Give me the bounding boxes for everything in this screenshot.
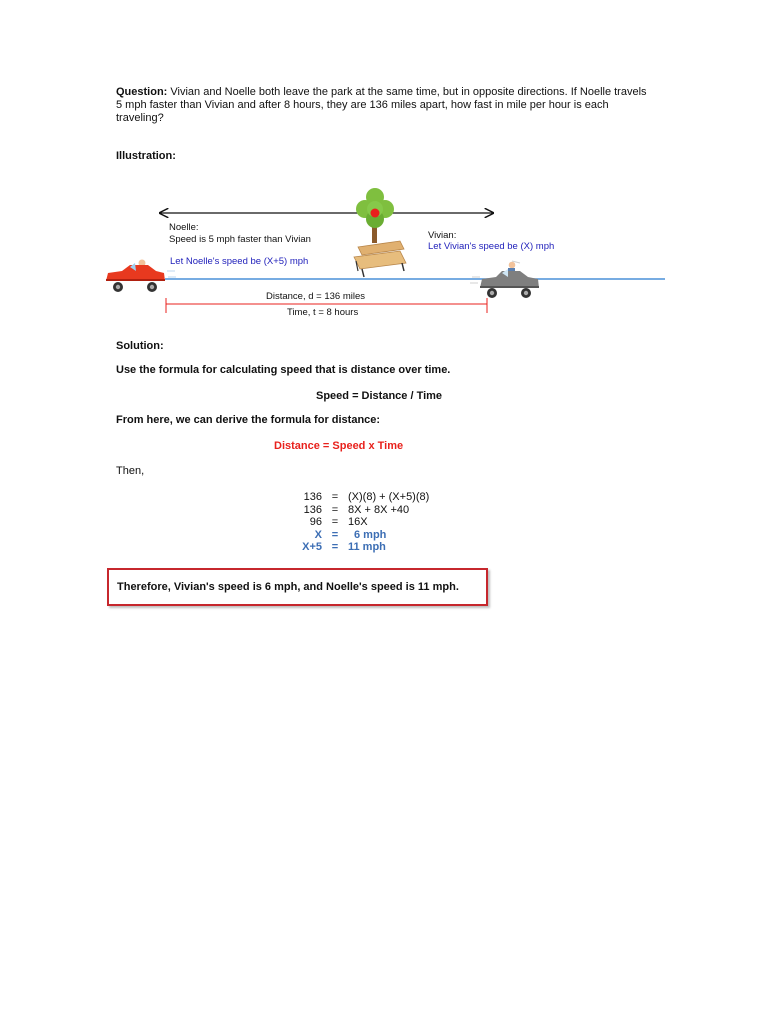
- conclusion-text: Therefore, Vivian's speed is 6 mph, and Noelle's speed is 11 mph.: [117, 581, 459, 593]
- question-label: Question:: [116, 86, 168, 98]
- noelle-name-label: Noelle:: [169, 222, 199, 233]
- calculation-steps: [280, 491, 429, 554]
- vivian-speed-variable: Let Vivian's speed be (X) mph: [428, 241, 555, 252]
- noelle-speed-variable: Let Noelle's speed be (X+5) mph: [170, 256, 309, 267]
- question-paragraph: [116, 86, 652, 125]
- then-label: Then,: [116, 465, 145, 477]
- distance-formula: Distance = Speed x Time: [274, 440, 404, 452]
- calculation-step: 136 = (X)(8) + (X+5)(8): [303, 491, 430, 503]
- calculation-step: 96 = 16X: [309, 516, 368, 528]
- calculation-step-result-x: X = 6 mph: [314, 528, 387, 541]
- solution-label: Solution:: [116, 340, 164, 352]
- calculation-step: 136 = 8X + 8X +40: [303, 503, 410, 516]
- illustration-label: Illustration:: [116, 150, 176, 162]
- bench-icon: [354, 241, 406, 277]
- distance-label: Distance, d = 136 miles: [266, 291, 366, 302]
- red-car-icon: [106, 260, 176, 293]
- time-label: Time, t = 8 hours: [287, 307, 359, 318]
- speed-formula: Speed = Distance / Time: [316, 390, 443, 402]
- derive-intro-text: From here, we can derive the formula for distance:: [116, 414, 381, 426]
- conclusion-box: [107, 568, 488, 606]
- noelle-speed-description: Speed is 5 mph faster than Vivian: [169, 234, 311, 245]
- formula-intro-text: Use the formula for calculating speed that is distance over time.: [116, 364, 451, 376]
- park-marker-icon: [371, 209, 380, 218]
- vivian-name-label: Vivian:: [428, 230, 457, 241]
- illustration-diagram: [100, 185, 670, 325]
- calculation-step-result-x5: X+5 = 11 mph: [302, 541, 386, 553]
- question-text: Vivian and Noelle both leave the park at the same time, but in opposite directions. If Noelle travels 5 mph faster than Vivian and after 8 hours, they are 136 miles apart, how fast in mile per hour is each traveling?: [116, 86, 647, 124]
